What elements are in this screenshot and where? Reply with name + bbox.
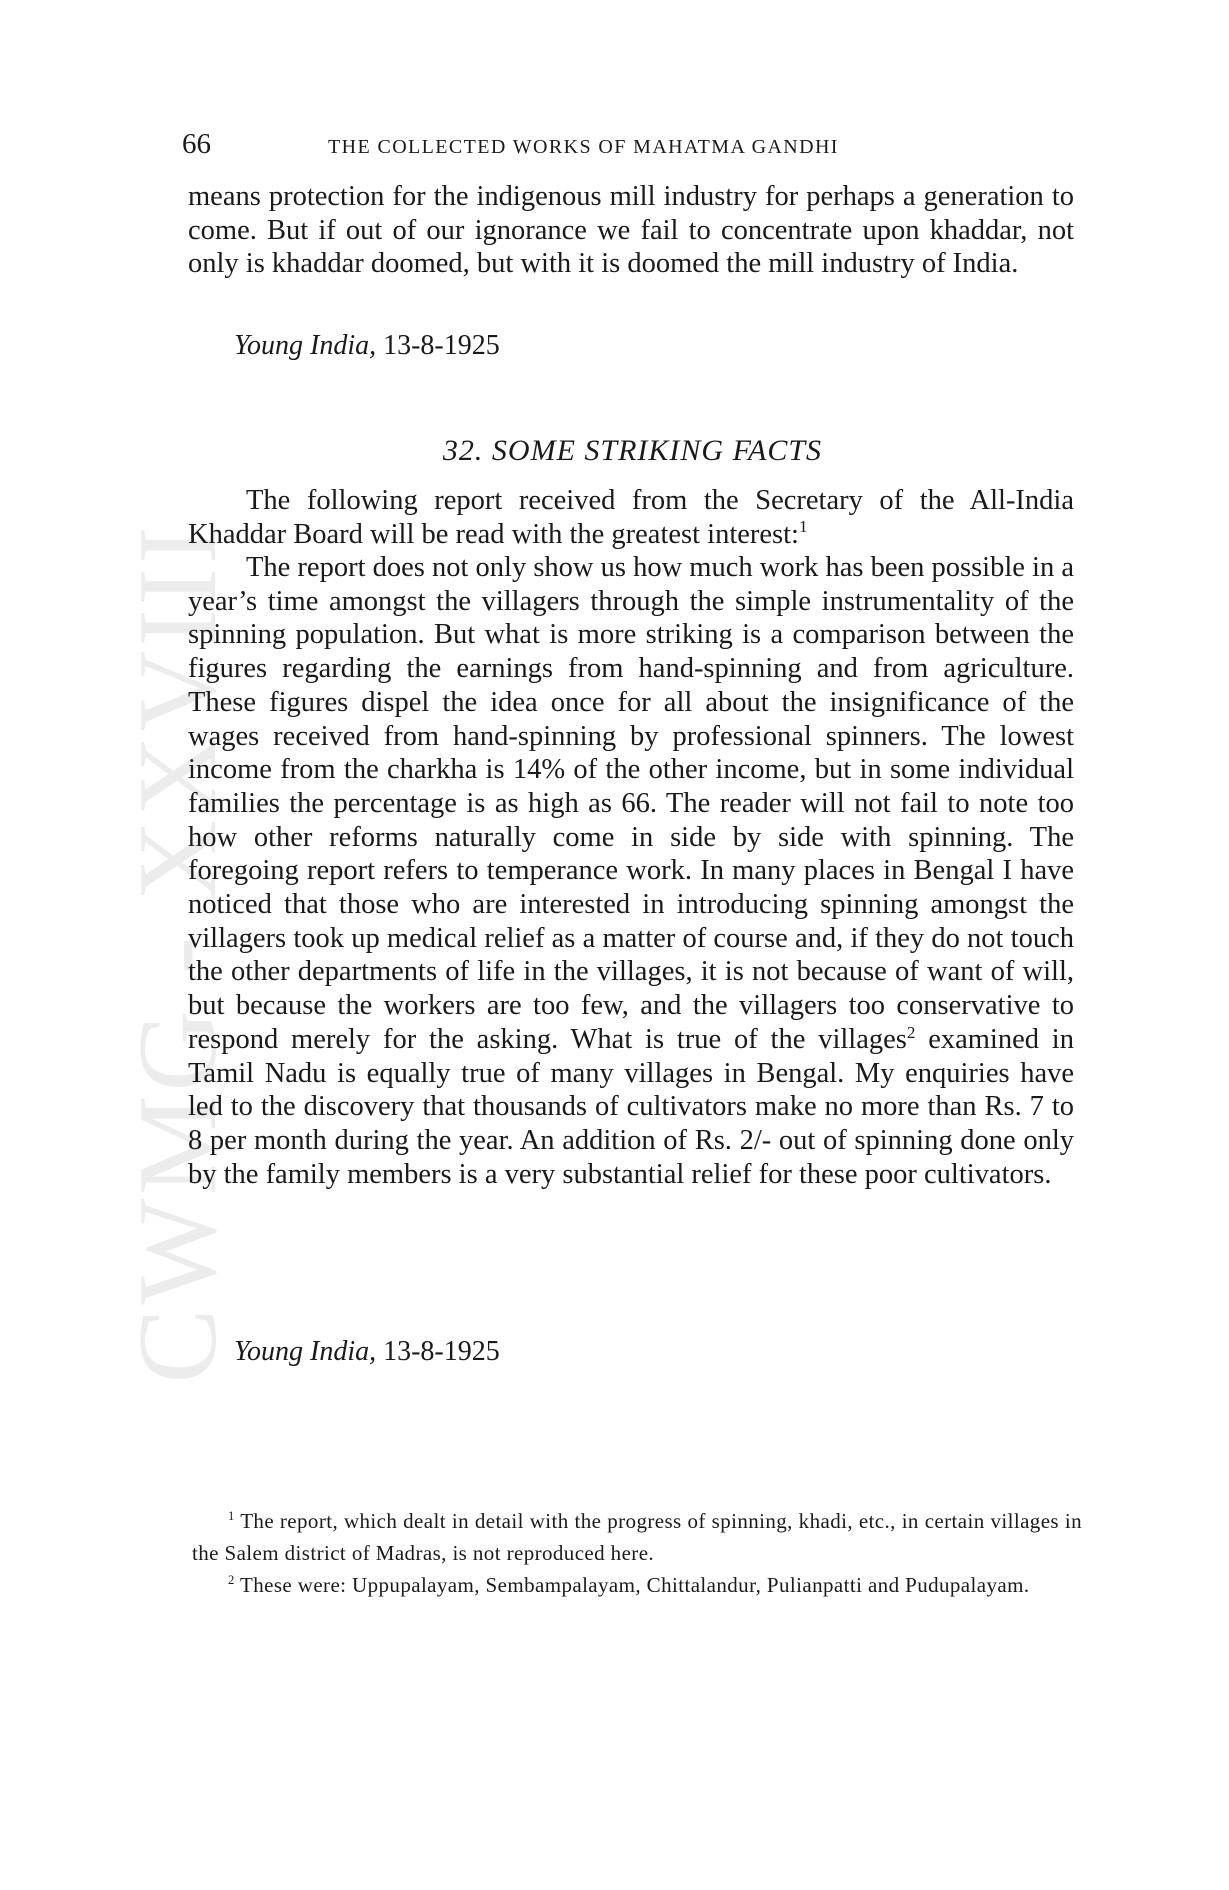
source-citation [234, 330, 500, 362]
main-text: The report does not only show us how much work has been possible in a year’s time amongst the villagers through the simple instrumentality of the spinning population. But what is more striking is a comparison between the figures regarding the earnings from hand-spinning and from agriculture. These figures dispel the idea once for all about the insignificance of the wages received from hand-spinning by professional spinners. The lowest income from the charkha is 14% of the other income, but in some individual families the percentage is as high as 66. The reader will not fail to note too how other reforms naturally come in side by side with spinning. The foregoing report refers to temperance work. In many places in Bengal I have noticed that those who are interested in introducing spinning amongst the villagers took up medical relief as a matter of course and, if they do not touch the other departments of life in the villages, it is not because of want of will, but because the workers are too few, and the villagers too conservative to respond merely for the asking. What is true of the villages [188, 552, 1074, 1055]
main-paragraph [188, 551, 1074, 1191]
footnote-ref: 1 [798, 517, 808, 537]
source-date: 13-8-1925 [383, 330, 500, 361]
footnotes [192, 1505, 1082, 1601]
continuation-paragraph: means protection for the indigenous mill industry for perhaps a generation to come. But if out of our ignorance we fail to concentrate upon khaddar, not only is khaddar doomed, but with it is doomed the mill industry of India. [188, 181, 1074, 280]
main-text-cont: examined in Tamil Nadu is equally true of many villages in Bengal. My enquiries have led to the discovery that thousands of cultivators make no more than Rs. 7 to 8 per month during the year. An addition of Rs. 2/- out of spinning done only by the family members is a very substantial relief for these poor cultivators. [188, 1023, 1074, 1190]
source-name: Young India, [234, 330, 377, 361]
intro-text: The following report received from the Secretary of the All-India Khaddar Board will be read with the greatest interest: [188, 485, 1074, 550]
source-date: 13-8-1925 [383, 1336, 500, 1367]
article-heading: 32. SOME STRIKING FACTS [442, 434, 823, 467]
watermark-text: CWMG - XXVIII [116, 522, 240, 1384]
footnote-text: These were: Uppupalayam, Sembampalayam, Chittalandur, Pulianpatti and Pudupalayam. [239, 1573, 1030, 1597]
running-head [182, 128, 1082, 164]
footnote-ref: 2 [906, 1022, 916, 1042]
source-citation [234, 1336, 500, 1368]
footnote [192, 1569, 1082, 1601]
footnote-marker: 1 [228, 1509, 235, 1524]
source-name: Young India, [234, 1336, 377, 1367]
book-title: THE COLLECTED WORKS OF MAHATMA GANDHI [328, 136, 839, 158]
footnote-marker: 2 [228, 1573, 235, 1588]
footnote [192, 1505, 1082, 1569]
intro-paragraph [188, 484, 1074, 551]
footnote-text: The report, which dealt in detail with the progress of spinning, khadi, etc., in certain villages in the Salem district of Madras, is not reproduced here. [192, 1509, 1082, 1565]
page-number: 66 [182, 128, 211, 160]
